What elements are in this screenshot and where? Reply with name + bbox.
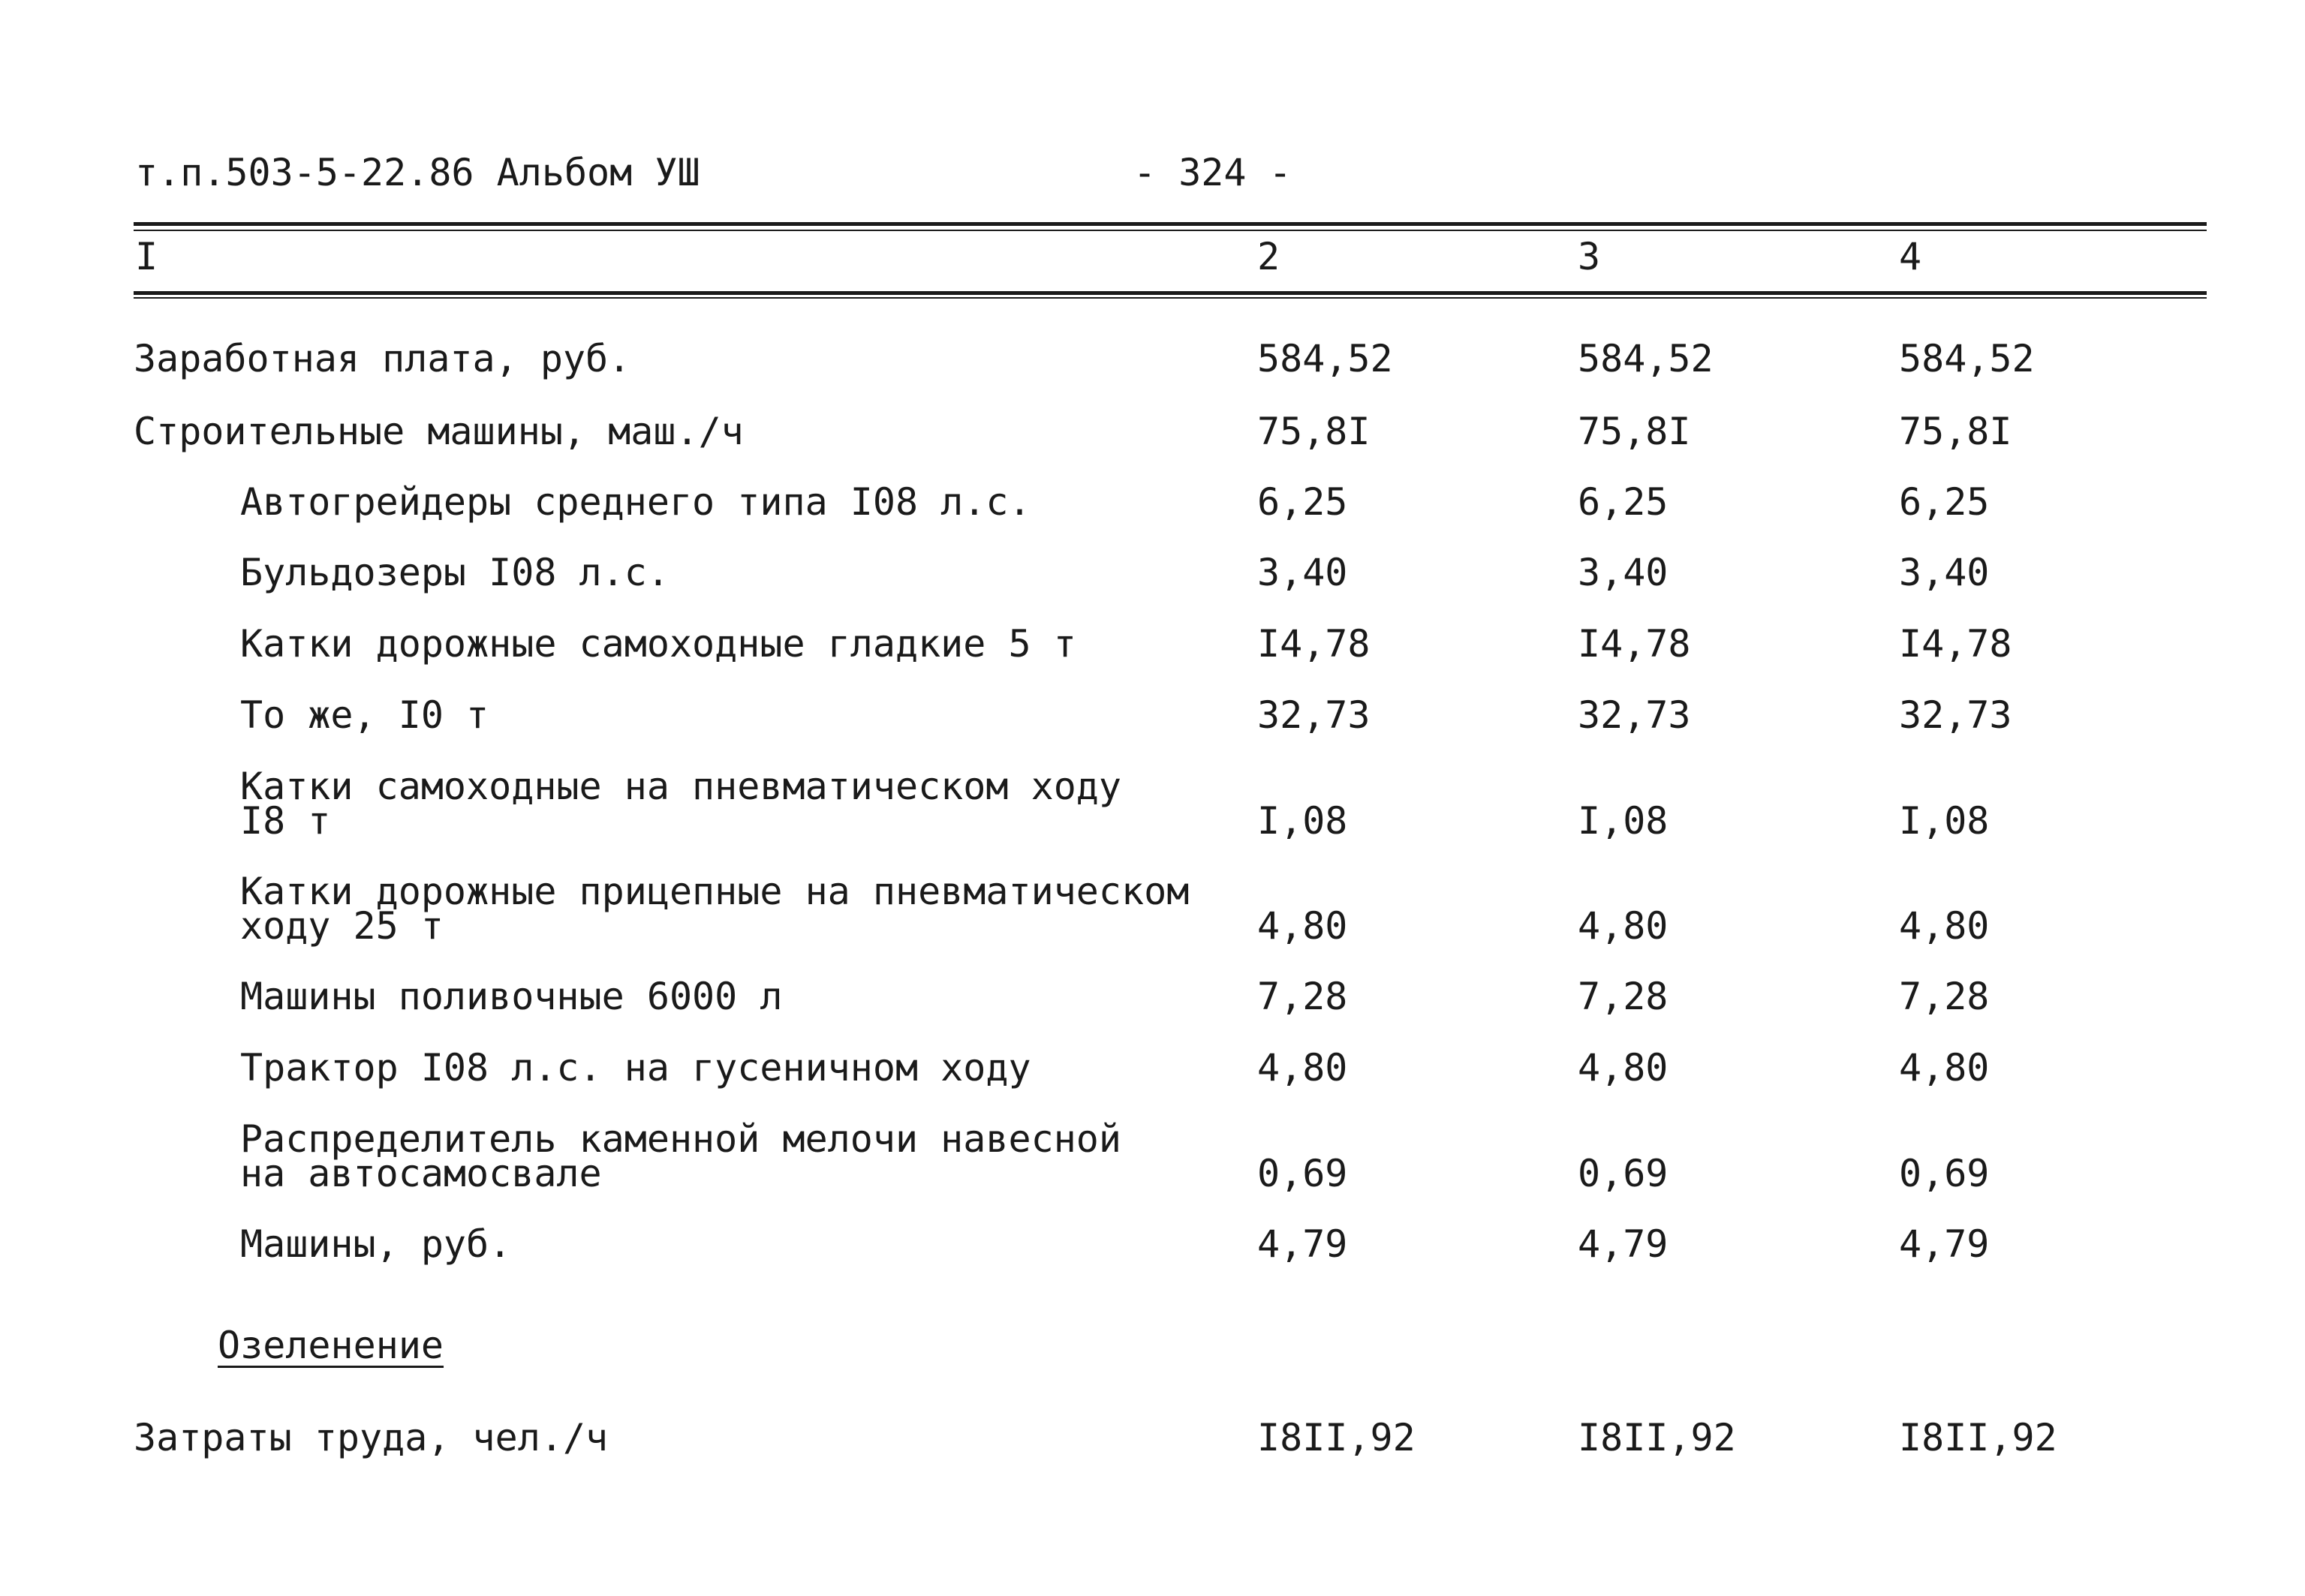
table-top-rule-thin bbox=[134, 230, 2207, 231]
column-header-1: I bbox=[135, 235, 158, 278]
row-value-col2: 4,80 bbox=[1257, 904, 1348, 948]
row-value-col2: I8II,92 bbox=[1257, 1416, 1416, 1459]
row-value-col2: 4,79 bbox=[1257, 1222, 1348, 1266]
row-value-col4: 4,79 bbox=[1899, 1222, 1990, 1266]
row-value-col3: 0,69 bbox=[1578, 1152, 1669, 1195]
row-value-col3: I8II,92 bbox=[1578, 1416, 1736, 1459]
row-label: Катки дорожные самоходные гладкие 5 т bbox=[240, 622, 1076, 666]
table-top-rule bbox=[134, 222, 2207, 226]
row-value-col3: 75,8I bbox=[1578, 410, 1691, 453]
row-value-col4: I,08 bbox=[1899, 799, 1990, 843]
row-value-col3: 4,80 bbox=[1578, 904, 1669, 948]
row-label: Автогрейдеры среднего типа I08 л.с. bbox=[240, 480, 1031, 524]
row-value-col4: I8II,92 bbox=[1899, 1416, 2057, 1459]
row-value-col2: 75,8I bbox=[1257, 410, 1371, 453]
row-value-col3: 7,28 bbox=[1578, 975, 1669, 1018]
row-label: Распределитель каменной мелочи навесной на автосамосвале bbox=[240, 1117, 1121, 1195]
row-label: Затраты труда, чел./ч bbox=[134, 1416, 609, 1459]
row-label: То же, I0 т bbox=[240, 693, 489, 737]
header-bottom-rule-thin bbox=[134, 297, 2207, 299]
row-value-col4: 32,73 bbox=[1899, 693, 2012, 737]
row-label: Строительные машины, маш./ч bbox=[134, 410, 744, 453]
row-value-col2: I,08 bbox=[1257, 799, 1348, 843]
row-label: Бульдозеры I08 л.с. bbox=[240, 551, 670, 594]
row-value-col2: 584,52 bbox=[1257, 337, 1393, 380]
column-header-3: 3 bbox=[1578, 235, 1601, 278]
row-value-col3: 6,25 bbox=[1578, 480, 1669, 524]
document-reference: т.п.503-5-22.86 Альбом УШ bbox=[135, 151, 700, 194]
row-value-col4: 75,8I bbox=[1899, 410, 2012, 453]
header-bottom-rule bbox=[134, 291, 2207, 295]
row-value-col2: I4,78 bbox=[1257, 622, 1371, 666]
row-value-col4: 4,80 bbox=[1899, 904, 1990, 948]
row-value-col4: 3,40 bbox=[1899, 551, 1990, 594]
row-value-col3: 32,73 bbox=[1578, 693, 1691, 737]
row-value-col3: 4,80 bbox=[1578, 1046, 1669, 1090]
row-value-col4: 0,69 bbox=[1899, 1152, 1990, 1195]
row-value-col4: 584,52 bbox=[1899, 337, 2035, 380]
row-value-col2: 32,73 bbox=[1257, 693, 1371, 737]
page-number: - 324 - bbox=[1133, 151, 1292, 194]
row-label: Катки самоходные на пневматическом ходу I8 т bbox=[240, 765, 1121, 843]
row-value-col4: I4,78 bbox=[1899, 622, 2012, 666]
row-value-col2: 0,69 bbox=[1257, 1152, 1348, 1195]
row-label: Катки дорожные прицепные на пневматическом ходу 25 т bbox=[240, 870, 1190, 948]
row-label: Машины, руб. bbox=[240, 1222, 512, 1266]
row-value-col4: 4,80 bbox=[1899, 1046, 1990, 1090]
row-value-col2: 6,25 bbox=[1257, 480, 1348, 524]
row-value-col3: 584,52 bbox=[1578, 337, 1714, 380]
row-value-col3: I,08 bbox=[1578, 799, 1669, 843]
row-value-col3: 3,40 bbox=[1578, 551, 1669, 594]
row-label: Машины поливочные 6000 л bbox=[240, 975, 783, 1018]
row-value-col4: 6,25 bbox=[1899, 480, 1990, 524]
row-label: Трактор I08 л.с. на гусеничном ходу bbox=[240, 1046, 1031, 1090]
row-value-col3: I4,78 bbox=[1578, 622, 1691, 666]
section-heading: Озеленение bbox=[218, 1324, 444, 1367]
row-value-col2: 7,28 bbox=[1257, 975, 1348, 1018]
row-value-col3: 4,79 bbox=[1578, 1222, 1669, 1266]
row-label: Заработная плата, руб. bbox=[134, 337, 631, 380]
column-header-2: 2 bbox=[1257, 235, 1280, 278]
row-value-col2: 4,80 bbox=[1257, 1046, 1348, 1090]
row-value-col2: 3,40 bbox=[1257, 551, 1348, 594]
row-value-col4: 7,28 bbox=[1899, 975, 1990, 1018]
column-header-4: 4 bbox=[1899, 235, 1922, 278]
